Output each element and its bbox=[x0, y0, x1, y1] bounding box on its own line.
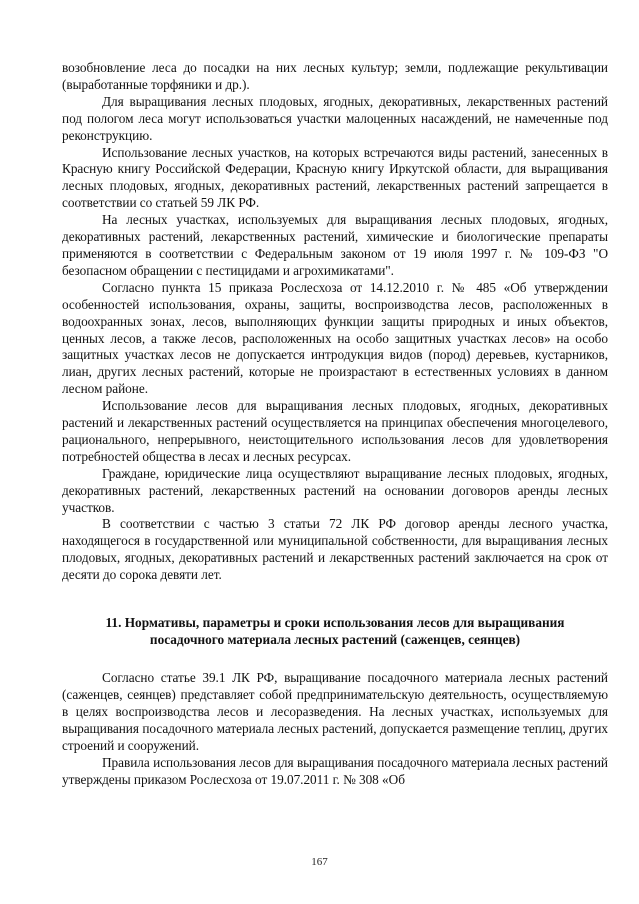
paragraph: Использование лесных участков, на которых встречаются виды растений, занесенных в Красную книгу Российской Федерации, Красную книгу Иркутской области, для выращивания лесных плодовых, ягодных, декоративных растений, лекарственных растений запрещается в соответствии со статьей 59 ЛК РФ. bbox=[62, 144, 608, 211]
spacer bbox=[62, 648, 608, 670]
paragraph: возобновление леса до посадки на них лесных культур; земли, подлежащие рекультивации (выработанные торфяники и др.). bbox=[62, 60, 608, 92]
page-content bbox=[62, 60, 608, 788]
paragraph: Граждане, юридические лица осуществляют выращивание лесных плодовых, ягодных, декоративных растений, лекарственных растений на основании договоров аренды лесных участков. bbox=[62, 465, 608, 515]
paragraph: Для выращивания лесных плодовых, ягодных, декоративных, лекарственных растений под пологом леса могут использоваться участки малоценных насаждений, не намеченные под реконструкцию. bbox=[62, 93, 608, 143]
paragraph: Правила использования лесов для выращивания посадочного материала лесных растений утверждены приказом Рослесхоза от 19.07.2011 г. № 308 «Об bbox=[62, 754, 608, 787]
paragraph: Использование лесов для выращивания лесных плодовых, ягодных, декоративных растений и лекарственных растений осуществляется на принципах обеспечения многоцелевого, рационального, непрерывного, неистощительного использования лесов для удовлетворения потребностей общества в лесах и лесных ресурсах. bbox=[62, 398, 608, 464]
page-number: 167 bbox=[311, 856, 328, 868]
section-heading: 11. Нормативы, параметры и сроки использования лесов для выращивания посадочного материала лесных растений (саженцев, сеянцев) bbox=[105, 615, 565, 648]
paragraph: На лесных участках, используемых для выращивания лесных плодовых, ягодных, декоративных растений, лекарственных растений, химические и биологические препараты применяются в соответствии с Федеральным законом от 19 июля 1997 г. № 109-ФЗ "О безопасном обращении с пестицидами и агрохимикатами". bbox=[62, 212, 608, 278]
spacer bbox=[62, 584, 608, 614]
paragraph: Согласно пункта 15 приказа Рослесхоза от 14.12.2010 г. № 485 «Об утверждении особенностей использования, охраны, защиты, воспроизводства лесов, расположенных в водоохранных зонах, лесов, выполняющих функции защиты природных и иных объектов, ценных лесов, а также лесов, расположенных на особо защитных участках лесов» на особо защитных участках лесов не допускается интродукция видов (пород) деревьев, кустарников, лиан, других лесных растений, которые не произрастают в естественных условиях в данном лесном районе. bbox=[62, 279, 608, 397]
paragraph: Согласно статье 39.1 ЛК РФ, выращивание посадочного материала лесных растений (саженцев, сеянцев) представляет собой предпринимательскую деятельность, осуществляемую в целях воспроизводства лесов и лесоразведения. На лесных участках, используемых для выращивания посадочного материала лесных растений, допускается размещение теплиц, других строений и сооружений. bbox=[62, 670, 608, 753]
paragraph: В соответствии с частью 3 статьи 72 ЛК РФ договор аренды лесного участка, находящегося в государственной или муниципальной собственности, для выращивания лесных плодовых, ягодных, декоративных растений и лекарственных растений заключается на срок от десяти до сорока девяти лет. bbox=[62, 516, 608, 583]
